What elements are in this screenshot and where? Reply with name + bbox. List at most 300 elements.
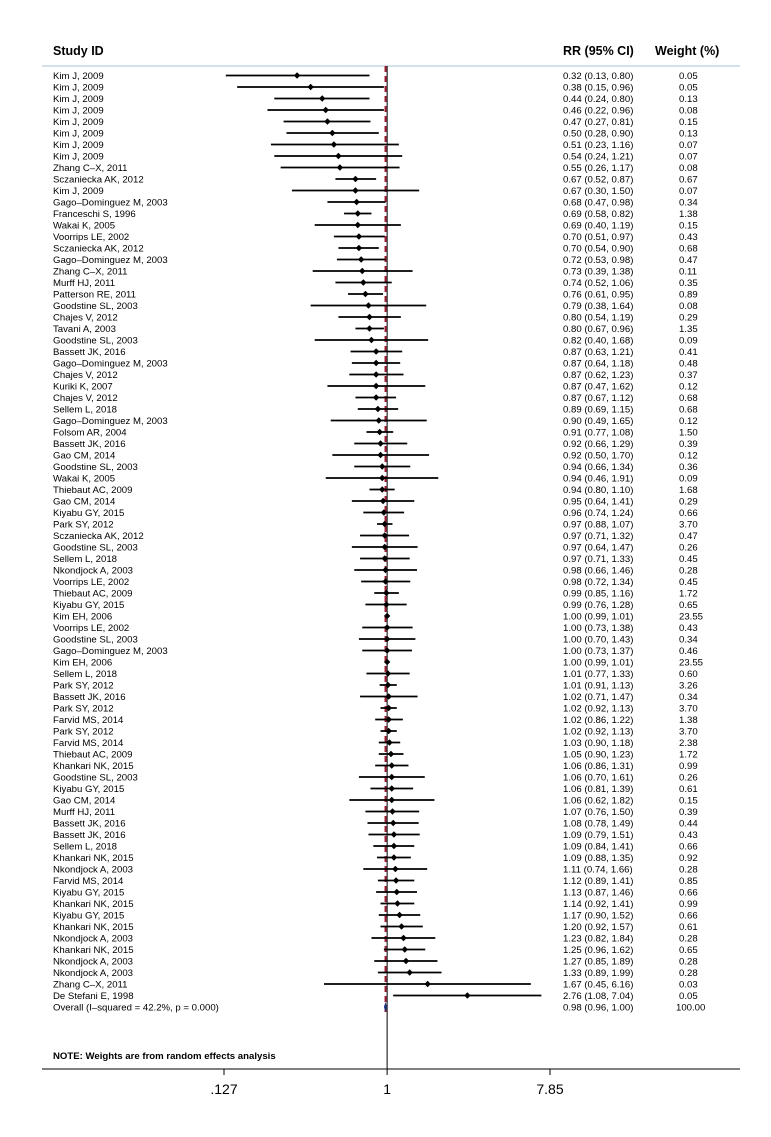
point-estimate	[319, 95, 325, 101]
study-label: Farvid MS, 2014	[53, 875, 124, 887]
point-estimate	[366, 325, 372, 331]
point-estimate	[376, 429, 382, 435]
study-rr-ci: 2.76 (1.08, 7.04)	[563, 990, 634, 1002]
study-rr-ci: 0.47 (0.27, 0.81)	[563, 116, 634, 128]
study-label: Sellem L, 2018	[53, 553, 117, 565]
header-study-id: Study ID	[53, 44, 104, 58]
study-rr-ci: 0.50 (0.28, 0.90)	[563, 128, 634, 140]
study-label: Park SY, 2012	[53, 726, 114, 738]
study-rr-ci: 1.12 (0.89, 1.41)	[563, 875, 634, 887]
study-label: Wakai K, 2005	[53, 473, 116, 485]
study-weight: 0.43	[679, 622, 698, 634]
study-rr-ci: 0.96 (0.74, 1.24)	[563, 507, 634, 519]
study-rr-ci: 0.89 (0.69, 1.15)	[563, 404, 634, 416]
study-rr-ci: 1.02 (0.92, 1.13)	[563, 726, 634, 738]
study-weight: 0.66	[679, 887, 698, 899]
study-label: Voorrips LE, 2002	[53, 622, 130, 634]
study-label: Park SY, 2012	[53, 519, 114, 531]
point-estimate	[389, 808, 395, 814]
study-weight: 0.28	[679, 956, 698, 968]
study-label: Gao CM, 2014	[53, 795, 116, 807]
header-rr-ci: RR (95% CI)	[563, 44, 634, 58]
x-tick-label: 7.85	[536, 1081, 564, 1097]
study-weight: 0.92	[679, 852, 698, 864]
study-rr-ci: 0.69 (0.58, 0.82)	[563, 208, 634, 220]
point-estimate	[403, 958, 409, 964]
study-rr-ci: 1.03 (0.90, 1.18)	[563, 737, 634, 749]
study-rr-ci: 0.97 (0.64, 1.47)	[563, 542, 634, 554]
study-rr-ci: 1.00 (0.73, 1.37)	[563, 645, 634, 657]
study-rr-ci: 1.14 (0.92, 1.41)	[563, 898, 634, 910]
study-label: Chajes V, 2012	[53, 392, 118, 404]
point-estimate	[360, 279, 366, 285]
study-rr-ci: 0.95 (0.64, 1.41)	[563, 496, 634, 508]
study-label: Khankari NK, 2015	[53, 852, 134, 864]
study-rr-ci: 0.94 (0.46, 1.91)	[563, 473, 634, 485]
study-weight: 0.15	[679, 220, 698, 232]
study-weight: 0.85	[679, 875, 698, 887]
study-weight: 0.48	[679, 358, 698, 370]
study-rr-ci: 0.69 (0.40, 1.19)	[563, 220, 634, 232]
study-label: Bassett JK, 2016	[53, 818, 126, 830]
study-rr-ci: 0.97 (0.71, 1.32)	[563, 530, 634, 542]
point-estimate	[392, 866, 398, 872]
study-label: Franceschi S, 1996	[53, 208, 136, 220]
study-weight: 0.39	[679, 438, 698, 450]
study-weight: 1.72	[679, 749, 698, 761]
study-weight: 0.34	[679, 197, 698, 209]
study-rr-ci: 1.05 (0.90, 1.23)	[563, 749, 634, 761]
weights-note: NOTE: Weights are from random effects analysis	[53, 1051, 276, 1062]
study-label: Thiebaut AC, 2009	[53, 588, 133, 600]
study-rows	[53, 71, 705, 1014]
point-estimate	[379, 475, 385, 481]
study-rr-ci: 0.51 (0.23, 1.16)	[563, 139, 634, 151]
study-label: Gago–Dominguez M, 2003	[53, 254, 168, 266]
study-rr-ci: 0.98 (0.72, 1.34)	[563, 576, 634, 588]
x-axis-ticks	[210, 1069, 563, 1097]
study-weight: 0.35	[679, 277, 698, 289]
point-estimate	[389, 797, 395, 803]
point-estimate	[394, 900, 400, 906]
point-estimate	[331, 141, 337, 147]
study-rr-ci: 0.91 (0.77, 1.08)	[563, 427, 634, 439]
study-weight: 0.37	[679, 369, 698, 381]
study-label: Kiyabu GY, 2015	[53, 599, 125, 611]
point-estimate	[377, 440, 383, 446]
study-label: Nkondjock A, 2003	[53, 565, 134, 577]
study-weight: 0.45	[679, 553, 698, 565]
study-label: Khankari NK, 2015	[53, 921, 134, 933]
study-label: Kim J, 2009	[53, 128, 104, 140]
study-weight: 0.15	[679, 116, 698, 128]
point-estimate	[373, 371, 379, 377]
study-label: Goodstine SL, 2003	[53, 772, 138, 784]
study-weight: 0.05	[679, 82, 698, 94]
study-label: Sczaniecka AK, 2012	[53, 243, 144, 255]
point-estimate	[390, 820, 396, 826]
study-weight: 0.43	[679, 829, 698, 841]
study-weight: 0.60	[679, 668, 698, 680]
study-rr-ci: 0.87 (0.47, 1.62)	[563, 381, 634, 393]
point-estimate	[337, 164, 343, 170]
study-weight: 0.08	[679, 162, 698, 174]
point-estimate	[389, 785, 395, 791]
study-weight: 3.26	[679, 680, 698, 692]
study-label: Kim J, 2009	[53, 116, 104, 128]
study-rr-ci: 0.87 (0.62, 1.23)	[563, 369, 634, 381]
study-label: Murff HJ, 2011	[53, 277, 116, 289]
study-weight: 0.36	[679, 461, 698, 473]
study-weight: 0.68	[679, 392, 698, 404]
study-rr-ci: 0.70 (0.54, 0.90)	[563, 243, 634, 255]
study-weight: 0.11	[679, 266, 697, 278]
point-estimate	[358, 256, 364, 262]
study-rr-ci: 1.06 (0.62, 1.82)	[563, 795, 634, 807]
study-rr-ci: 0.98 (0.66, 1.46)	[563, 565, 634, 577]
study-weight: 1.50	[679, 427, 698, 439]
study-rr-ci: 0.90 (0.49, 1.65)	[563, 415, 634, 427]
study-label: Park SY, 2012	[53, 703, 114, 715]
study-rr-ci: 0.99 (0.76, 1.28)	[563, 599, 634, 611]
study-rr-ci: 1.06 (0.86, 1.31)	[563, 760, 634, 772]
point-estimate	[335, 153, 341, 159]
study-label: Bassett JK, 2016	[53, 691, 126, 703]
point-estimate	[377, 452, 383, 458]
study-label: De Stefani E, 1998	[53, 990, 134, 1002]
study-label: Farvid MS, 2014	[53, 737, 124, 749]
study-label: Sczaniecka AK, 2012	[53, 174, 144, 186]
study-rr-ci: 1.07 (0.76, 1.50)	[563, 806, 634, 818]
point-estimate	[383, 590, 389, 596]
study-label: Kiyabu GY, 2015	[53, 887, 125, 899]
study-label: Sczaniecka AK, 2012	[53, 530, 144, 542]
point-estimate	[353, 199, 359, 205]
study-weight: 0.66	[679, 507, 698, 519]
study-weight: 0.07	[679, 139, 698, 151]
study-label: Khankari NK, 2015	[53, 898, 134, 910]
study-rr-ci: 1.11 (0.74, 1.66)	[563, 864, 633, 876]
study-label: Kim EH, 2006	[53, 611, 113, 623]
study-weight: 0.43	[679, 231, 698, 243]
point-estimate	[329, 130, 335, 136]
study-weight: 0.41	[679, 346, 698, 358]
study-label: Tavani A, 2003	[53, 323, 116, 335]
study-weight: 0.07	[679, 185, 698, 197]
study-label: Nkondjock A, 2003	[53, 967, 134, 979]
study-rr-ci: 1.02 (0.71, 1.47)	[563, 691, 634, 703]
point-estimate	[359, 268, 365, 274]
study-label: Sellem L, 2018	[53, 668, 117, 680]
study-label: Bassett JK, 2016	[53, 829, 126, 841]
study-label: Kiyabu GY, 2015	[53, 783, 125, 795]
study-label: Kim J, 2009	[53, 93, 104, 105]
study-rr-ci: 0.54 (0.24, 1.21)	[563, 151, 634, 163]
study-rr-ci: 1.08 (0.78, 1.49)	[563, 818, 634, 830]
study-weight: 0.05	[679, 990, 698, 1002]
study-label: Kiyabu GY, 2015	[53, 910, 125, 922]
study-weight: 0.13	[679, 93, 698, 105]
study-rr-ci: 0.55 (0.26, 1.17)	[563, 162, 634, 174]
point-estimate	[406, 969, 412, 975]
study-weight: 0.28	[679, 967, 698, 979]
study-weight: 0.26	[679, 542, 698, 554]
study-weight: 0.28	[679, 565, 698, 577]
study-rr-ci: 0.87 (0.64, 1.18)	[563, 358, 634, 370]
study-rr-ci: 1.09 (0.84, 1.41)	[563, 841, 634, 853]
study-label: Goodstine SL, 2003	[53, 634, 138, 646]
point-estimate	[356, 245, 362, 251]
study-weight: 0.09	[679, 335, 698, 347]
point-estimate	[355, 222, 361, 228]
study-weight: 1.35	[679, 323, 698, 335]
study-weight: 0.08	[679, 105, 698, 117]
study-rr-ci: 1.13 (0.87, 1.46)	[563, 887, 634, 899]
study-rr-ci: 1.00 (0.99, 1.01)	[563, 657, 634, 669]
point-estimate	[323, 107, 329, 113]
study-label: Gago–Dominguez M, 2003	[53, 358, 168, 370]
study-weight: 0.08	[679, 300, 698, 312]
study-weight: 0.46	[679, 645, 698, 657]
point-estimate	[464, 992, 470, 998]
study-rr-ci: 0.97 (0.88, 1.07)	[563, 519, 634, 531]
study-label: Sellem L, 2018	[53, 404, 117, 416]
study-weight: 3.70	[679, 519, 698, 531]
study-weight: 0.89	[679, 289, 698, 301]
study-label: Khankari NK, 2015	[53, 944, 134, 956]
study-rr-ci: 1.09 (0.88, 1.35)	[563, 852, 634, 864]
study-weight: 0.67	[679, 174, 698, 186]
study-weight: 2.38	[679, 737, 698, 749]
study-label: Gao CM, 2014	[53, 496, 116, 508]
point-estimate	[368, 337, 374, 343]
study-rr-ci: 0.67 (0.52, 0.87)	[563, 174, 634, 186]
point-estimate	[424, 981, 430, 987]
point-estimate	[324, 118, 330, 124]
point-estimate	[400, 935, 406, 941]
study-weight: 0.61	[679, 921, 698, 933]
study-label: Park SY, 2012	[53, 680, 114, 692]
study-weight: 0.29	[679, 312, 698, 324]
study-label: Kim J, 2009	[53, 70, 104, 82]
study-label: Thiebaut AC, 2009	[53, 484, 133, 496]
point-estimate	[382, 567, 388, 573]
study-rr-ci: 1.00 (0.99, 1.01)	[563, 611, 634, 623]
study-label: Gago–Dominguez M, 2003	[53, 415, 168, 427]
study-weight: 23.55	[679, 657, 704, 669]
point-estimate	[388, 751, 394, 757]
study-weight: 0.47	[679, 530, 698, 542]
point-estimate	[391, 831, 397, 837]
study-rr-ci: 0.70 (0.51, 0.97)	[563, 231, 634, 243]
study-weight: 1.38	[679, 208, 698, 220]
study-rr-ci: 1.09 (0.79, 1.51)	[563, 829, 634, 841]
point-estimate	[379, 486, 385, 492]
point-estimate	[373, 394, 379, 400]
study-rr-ci: 1.01 (0.77, 1.33)	[563, 668, 634, 680]
study-weight: 0.45	[679, 576, 698, 588]
study-rr-ci: 1.20 (0.92, 1.57)	[563, 921, 634, 933]
study-label: Kiyabu GY, 2015	[53, 507, 125, 519]
study-label: Bassett JK, 2016	[53, 438, 126, 450]
study-label: Patterson RE, 2011	[53, 289, 137, 301]
study-weight: 0.44	[679, 818, 698, 830]
study-rr-ci: 0.44 (0.24, 0.80)	[563, 93, 634, 105]
study-rr-ci: 1.17 (0.90, 1.52)	[563, 910, 634, 922]
study-weight: 0.26	[679, 772, 698, 784]
point-estimate	[391, 854, 397, 860]
study-label: Folsom AR, 2004	[53, 427, 127, 439]
study-label: Kim J, 2009	[53, 105, 104, 117]
study-rr-ci: 0.72 (0.53, 0.98)	[563, 254, 634, 266]
point-estimate	[365, 302, 371, 308]
x-tick-label: .127	[210, 1081, 238, 1097]
study-rr-ci: 1.02 (0.92, 1.13)	[563, 703, 634, 715]
study-rr-ci: 0.97 (0.71, 1.33)	[563, 553, 634, 565]
study-weight: 0.12	[679, 450, 698, 462]
study-label: Zhang C–X, 2011	[53, 979, 128, 991]
point-estimate	[307, 84, 313, 90]
point-estimate	[352, 187, 358, 193]
study-weight: 0.66	[679, 910, 698, 922]
study-weight: 23.55	[679, 611, 704, 623]
study-rr-ci: 0.76 (0.61, 0.95)	[563, 289, 634, 301]
study-label: Kim EH, 2006	[53, 657, 113, 669]
study-weight: 0.39	[679, 806, 698, 818]
study-rr-ci: 1.02 (0.86, 1.22)	[563, 714, 634, 726]
study-label: Zhang C–X, 2011	[53, 266, 128, 278]
study-label: Voorrips LE, 2002	[53, 576, 130, 588]
study-rr-ci: 0.46 (0.22, 0.96)	[563, 105, 634, 117]
study-rr-ci: 0.80 (0.54, 1.19)	[563, 312, 634, 324]
study-rr-ci: 0.94 (0.66, 1.34)	[563, 461, 634, 473]
study-rr-ci: 1.27 (0.85, 1.89)	[563, 956, 634, 968]
study-rr-ci: 0.92 (0.66, 1.29)	[563, 438, 634, 450]
study-rr-ci: 1.23 (0.82, 1.84)	[563, 933, 634, 945]
study-label: Wakai K, 2005	[53, 220, 116, 232]
study-weight: 3.70	[679, 726, 698, 738]
study-weight: 0.09	[679, 473, 698, 485]
header-weight: Weight (%)	[655, 44, 720, 58]
study-label: Nkondjock A, 2003	[53, 933, 134, 945]
study-weight: 0.68	[679, 404, 698, 416]
point-estimate	[393, 877, 399, 883]
study-weight: 0.05	[679, 70, 698, 82]
overall-label: Overall (I–squared = 42.2%, p = 0.000)	[53, 1002, 219, 1014]
point-estimate	[366, 314, 372, 320]
study-label: Kim J, 2009	[53, 151, 104, 163]
study-rr-ci: 0.87 (0.63, 1.21)	[563, 346, 634, 358]
study-label: Goodstine SL, 2003	[53, 461, 138, 473]
point-estimate	[373, 348, 379, 354]
point-estimate	[355, 210, 361, 216]
point-estimate	[373, 383, 379, 389]
point-estimate	[382, 578, 388, 584]
study-rr-ci: 0.92 (0.50, 1.70)	[563, 450, 634, 462]
x-tick-label: 1	[383, 1081, 392, 1097]
study-weight: 0.29	[679, 496, 698, 508]
study-rr-ci: 1.06 (0.70, 1.61)	[563, 772, 634, 784]
study-label: Voorrips LE, 2002	[53, 231, 130, 243]
study-rr-ci: 1.00 (0.73, 1.38)	[563, 622, 634, 634]
study-rr-ci: 0.67 (0.30, 1.50)	[563, 185, 634, 197]
study-weight: 0.65	[679, 599, 698, 611]
overall-weight: 100.00	[676, 1002, 706, 1014]
study-label: Goodstine SL, 2003	[53, 300, 138, 312]
point-estimate	[376, 417, 382, 423]
study-label: Murff HJ, 2011	[53, 806, 116, 818]
study-weight: 1.68	[679, 484, 698, 496]
study-label: Nkondjock A, 2003	[53, 956, 134, 968]
study-label: Khankari NK, 2015	[53, 760, 134, 772]
study-weight: 0.66	[679, 841, 698, 853]
study-label: Chajes V, 2012	[53, 312, 118, 324]
point-estimate	[362, 291, 368, 297]
study-rr-ci: 0.94 (0.80, 1.10)	[563, 484, 634, 496]
study-weight: 1.72	[679, 588, 698, 600]
study-weight: 3.70	[679, 703, 698, 715]
study-weight: 0.34	[679, 691, 698, 703]
study-label: Chajes V, 2012	[53, 369, 118, 381]
study-weight: 0.65	[679, 944, 698, 956]
study-weight: 0.68	[679, 243, 698, 255]
study-rr-ci: 0.73 (0.39, 1.38)	[563, 266, 634, 278]
study-weight: 0.28	[679, 933, 698, 945]
study-rr-ci: 0.79 (0.38, 1.64)	[563, 300, 634, 312]
point-estimate	[394, 889, 400, 895]
point-estimate	[389, 774, 395, 780]
study-weight: 0.12	[679, 381, 698, 393]
study-rr-ci: 1.00 (0.70, 1.43)	[563, 634, 634, 646]
study-rr-ci: 1.33 (0.89, 1.99)	[563, 967, 634, 979]
point-estimate	[396, 912, 402, 918]
study-label: Thiebaut AC, 2009	[53, 749, 133, 761]
study-weight: 0.03	[679, 979, 698, 991]
study-rr-ci: 0.80 (0.67, 0.96)	[563, 323, 634, 335]
point-estimate	[356, 233, 362, 239]
study-rr-ci: 0.32 (0.13, 0.80)	[563, 70, 634, 82]
study-label: Kuriki K, 2007	[53, 381, 113, 393]
study-rr-ci: 1.01 (0.91, 1.13)	[563, 680, 634, 692]
study-rr-ci: 1.67 (0.45, 6.16)	[563, 979, 634, 991]
study-label: Gago–Dominguez M, 2003	[53, 645, 168, 657]
study-label: Kim J, 2009	[53, 185, 104, 197]
point-estimate	[375, 406, 381, 412]
study-label: Nkondjock A, 2003	[53, 864, 134, 876]
study-weight: 0.99	[679, 898, 698, 910]
study-label: Goodstine SL, 2003	[53, 335, 138, 347]
study-rr-ci: 0.87 (0.67, 1.12)	[563, 392, 634, 404]
point-estimate	[391, 843, 397, 849]
point-estimate	[402, 946, 408, 952]
overall-rr-ci: 0.98 (0.96, 1.00)	[563, 1002, 634, 1014]
study-label: Bassett JK, 2016	[53, 346, 126, 358]
point-estimate	[398, 923, 404, 929]
study-rr-ci: 1.25 (0.96, 1.62)	[563, 944, 634, 956]
study-label: Sellem L, 2018	[53, 841, 117, 853]
study-weight: 0.61	[679, 783, 698, 795]
point-estimate	[389, 762, 395, 768]
study-weight: 0.12	[679, 415, 698, 427]
study-weight: 0.13	[679, 128, 698, 140]
study-label: Gao CM, 2014	[53, 450, 116, 462]
study-rr-ci: 0.68 (0.47, 0.98)	[563, 197, 634, 209]
study-rr-ci: 0.74 (0.52, 1.06)	[563, 277, 634, 289]
point-estimate	[294, 72, 300, 78]
study-label: Gago–Dominguez M, 2003	[53, 197, 168, 209]
study-rr-ci: 0.82 (0.40, 1.68)	[563, 335, 634, 347]
study-rr-ci: 0.38 (0.15, 0.96)	[563, 82, 634, 94]
